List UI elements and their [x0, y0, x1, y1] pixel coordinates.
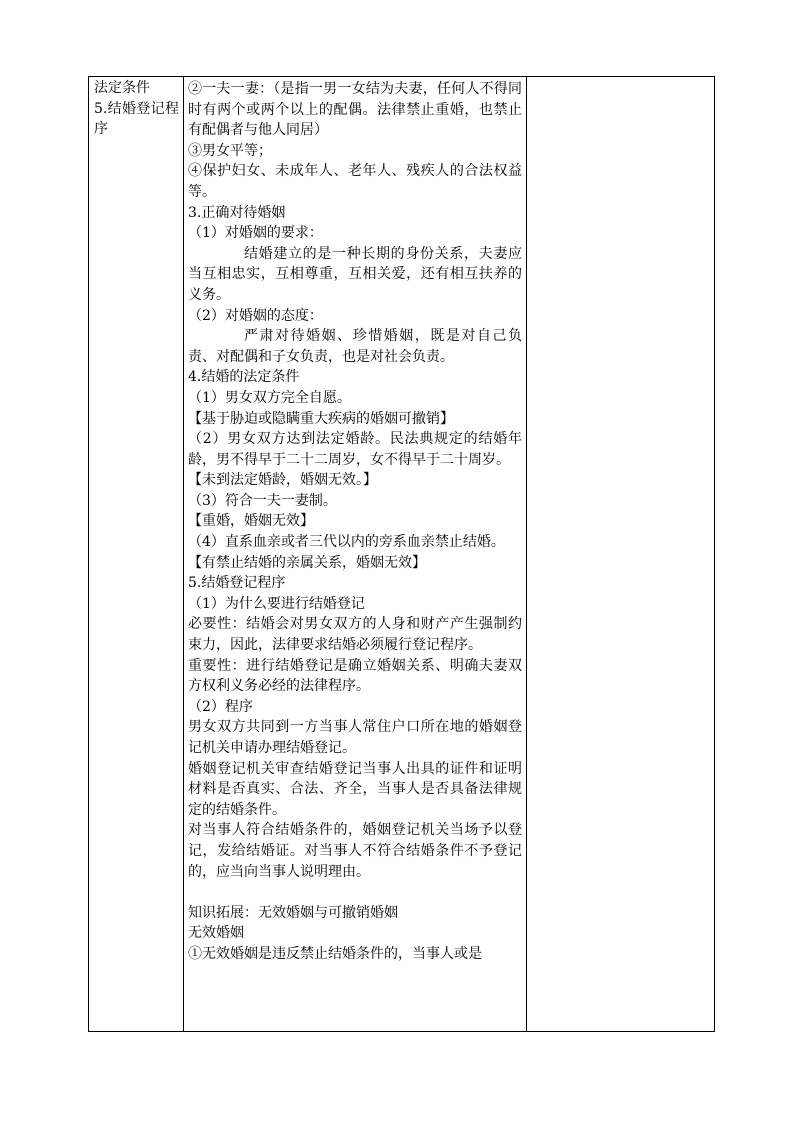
content-paragraph: ④保护妇女、未成年人、老年人、残疾人的合法权益等。 [188, 163, 522, 200]
content-paragraph: （1）对婚姻的要求： [188, 225, 323, 242]
content-cell [184, 77, 527, 1032]
content-paragraph: 必要性：结婚会对男女双方的人身和财产产生强制约束力，因此，法律要求结婚必须履行登记程序。 [188, 616, 522, 654]
table-row [89, 77, 715, 1032]
content-paragraph: 4.结婚的法定条件 [188, 369, 300, 386]
notes-text [527, 77, 714, 79]
content-table [88, 76, 715, 1032]
section-label: 法定条件 [94, 80, 150, 96]
content-paragraph: （1）为什么要进行结婚登记 [188, 595, 365, 612]
content-paragraph: 【未到法定婚龄，婚姻无效。】 [188, 472, 377, 489]
content-paragraph: 【有禁止结婚的亲属关系，婚姻无效】 [188, 554, 426, 571]
content-paragraph: 【重婚，婚姻无效】 [188, 513, 314, 530]
section-label: 5.结婚登记程序 [94, 100, 179, 138]
content-paragraph: 婚姻登记机关审查结婚登记当事人出具的证件和证明材料是否真实、合法、齐全，当事人是否具备法律规定的结婚条件。 [188, 760, 522, 818]
content-paragraph: （1）男女双方完全自愿。 [188, 389, 351, 406]
content-paragraph [188, 882, 522, 903]
content-paragraph: ③男女平等； [188, 142, 272, 159]
content-paragraph: 对当事人符合结婚条件的，婚姻登记机关当场予以登记，发给结婚证。对当事人不符合结婚条件不予登记的，应当向当事人说明理由。 [188, 822, 522, 880]
content-paragraph: 5.结婚登记程序 [188, 575, 286, 592]
content-paragraph: （2）男女双方达到法定婚龄。民法典规定的结婚年龄，男不得早于二十二周岁，女不得早于二十周岁。 [188, 431, 522, 468]
content-paragraph: （2）程序 [188, 698, 253, 715]
content-paragraph: 【基于胁迫或隐瞒重大疾病的婚姻可撤销】 [188, 410, 454, 427]
content-paragraph: （2）对婚姻的态度： [188, 307, 323, 324]
content-paragraph: 男女双方共同到一方当事人常住户口所在地的婚姻登记机关申请办理结婚登记。 [188, 719, 522, 756]
content-paragraph: 重要性：进行结婚登记是确立婚姻关系、明确夫妻双方权利义务必经的法律程序。 [188, 657, 522, 695]
content-paragraph: （4）直系血亲或者三代以内的旁系血亲禁止结婚。 [188, 534, 505, 551]
content-paragraph: 严肃对待婚姻、珍惜婚姻，既是对自己负责、对配偶和子女负责，也是对社会负责。 [188, 328, 522, 365]
content-paragraph: ①无效婚姻是违反禁止结婚条件的，当事人或是 [188, 945, 482, 962]
content-paragraph: ②一夫一妻：（是指一男一女结为夫妻，任何人不得同时有两个或两个以上的配偶。法律禁止重婚，也禁止有配偶者与他人同居） [188, 81, 522, 139]
content-paragraph: 无效婚姻 [188, 925, 244, 942]
content-paragraph: 结婚建立的是一种长期的身份关系，夫妻应当互相忠实，互相尊重，互相关爱，还有相互扶养的义务。 [188, 245, 522, 303]
content-paragraph: 3.正确对待婚姻 [188, 204, 286, 221]
left-cell [89, 77, 184, 1032]
content-paragraph: 知识拓展：无效婚姻与可撤销婚姻 [188, 904, 398, 921]
notes-cell [527, 77, 715, 1032]
content-paragraph: （3）符合一夫一妻制。 [188, 492, 337, 509]
